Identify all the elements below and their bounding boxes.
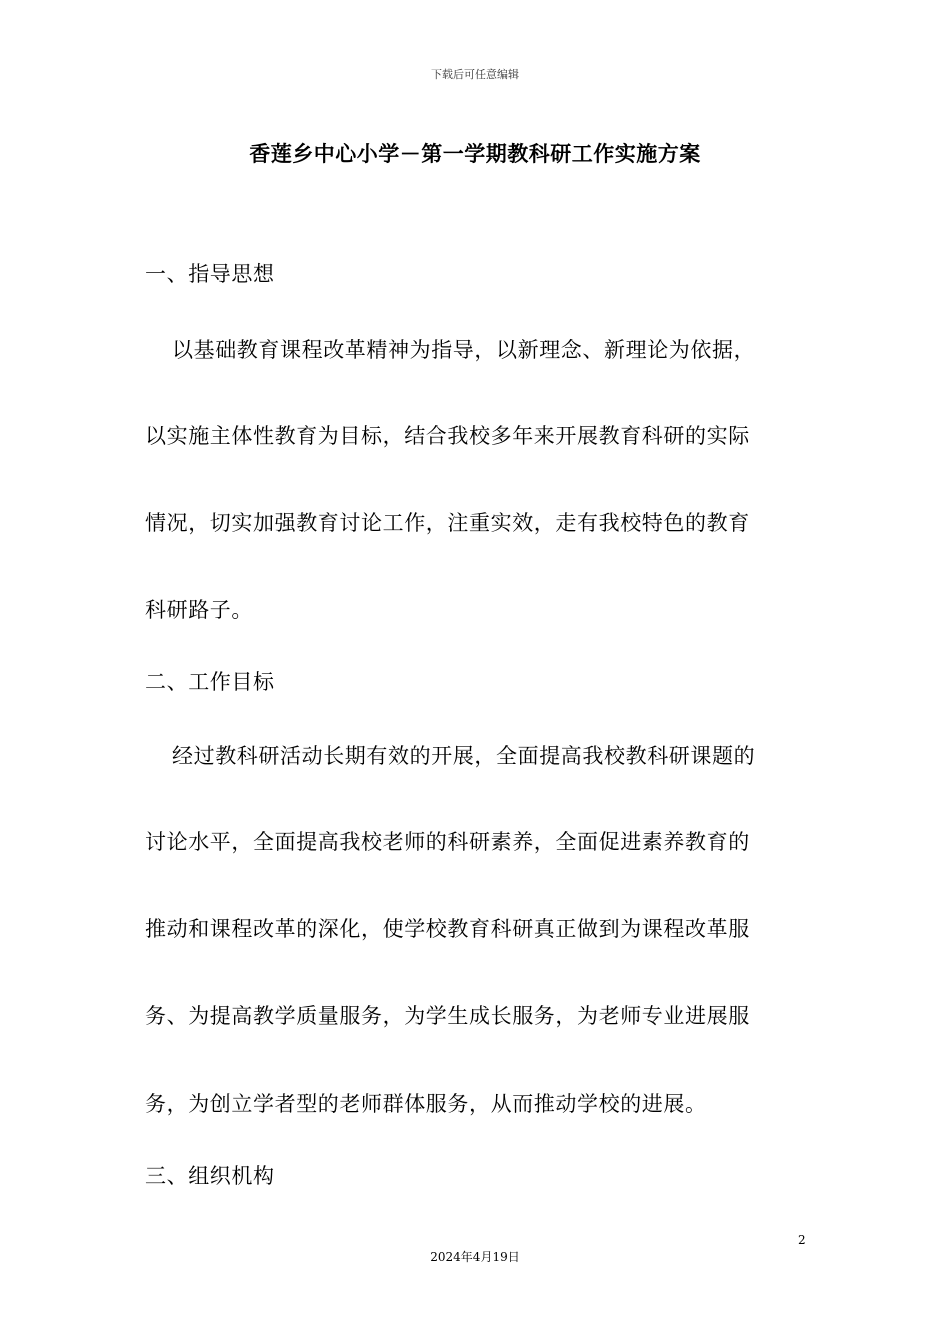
header-note: 下载后可任意编辑: [431, 68, 519, 81]
paragraph-line: 以基础教育课程改革精神为指导，以新理念、新理论为依据，: [172, 338, 756, 362]
paragraph-line: 情况，切实加强教育讨论工作，注重实效，走有我校特色的教育: [145, 511, 750, 535]
paragraph-line: 务，为创立学者型的老师群体服务，从而推动学校的进展。: [145, 1092, 707, 1116]
section-heading-guiding-ideology: 一、指导思想: [145, 262, 275, 286]
page-number: 2: [798, 1233, 806, 1247]
paragraph-line: 务、为提高教学质量服务，为学生成长服务，为老师专业进展服: [145, 1004, 750, 1028]
section-heading-organization: 三、组织机构: [145, 1164, 275, 1188]
paragraph-line: 以实施主体性教育为目标，结合我校多年来开展教育科研的实际: [145, 424, 750, 448]
paragraph-line: 经过教科研活动长期有效的开展，全面提高我校教科研课题的: [172, 744, 756, 768]
paragraph-line: 科研路子。: [145, 598, 253, 622]
document-title: 香莲乡中心小学－第一学期教科研工作实施方案: [249, 142, 701, 166]
section-heading-work-goals: 二、工作目标: [145, 670, 275, 694]
footer-date: 2024年4月19日: [430, 1250, 520, 1264]
paragraph-line: 讨论水平，全面提高我校老师的科研素养，全面促进素养教育的: [145, 830, 750, 854]
paragraph-line: 推动和课程改革的深化，使学校教育科研真正做到为课程改革服: [145, 917, 750, 941]
